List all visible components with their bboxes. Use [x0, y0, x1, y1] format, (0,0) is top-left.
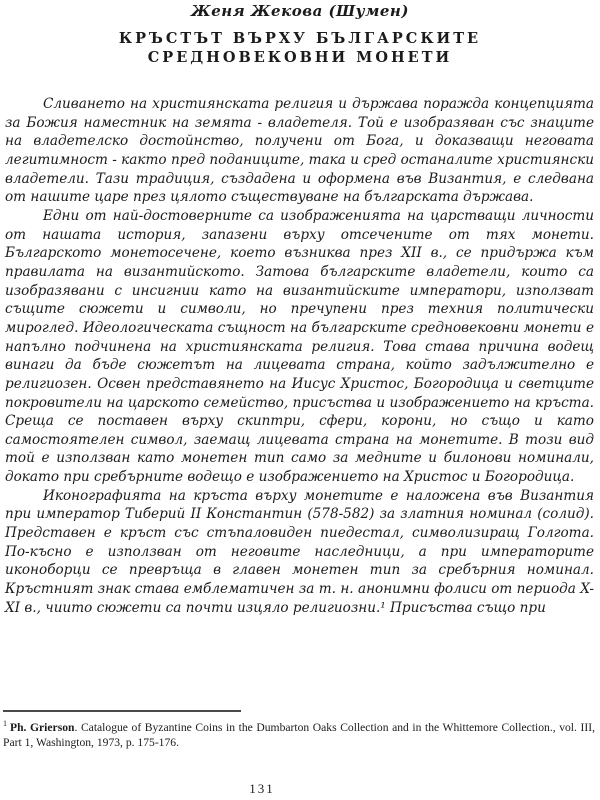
title-line-1: КРЪСТЪТ ВЪРХУ БЪЛГАРСКИТЕ — [118, 30, 482, 47]
page-number: 131 — [249, 781, 275, 796]
paragraph-3: Иконографията на кръста върху монетите е наложена във Византия при император Тиберий II Константин (578-582) за златния номинал (солид). Представен е кръст със стъпаловиден пиедестал, символизиращ Голгота. По-късно е използван от неговите наследници, а при императорите иконоборци се превръща в главен монетен тип за сребърния номинал. Кръстният знак става емблематичен за т. н. анонимни фолиси от периода X-XI в., чиито сюжети са почти изцяло религиозни.¹ Присъства също при — [5, 487, 594, 616]
footnote-author: Ph. Grierson — [10, 720, 75, 734]
footnote-marker: 1 — [3, 719, 7, 728]
paragraph-1: Сливането на християнската религия и държава поражда концепцията за Божия наместник на земята - владетеля. Той е изобразяван със знаците на владетелско достойнство, получени от Бога, и доказващи неговата легитимност - както пред поданиците, така и сред останалите християнски владетели. Тази традиция, създадена и оформена във Византия, е следвана от нашите царе през цялото съществуване на българската държава. — [5, 96, 594, 206]
footnote — [3, 717, 595, 750]
article-body — [5, 95, 594, 617]
paragraph-2: Едни от най-достоверните са изображенията на царстващи личности от нашата история, запазени върху отсечените от тях монети. Българското монетосечене, което възниква през XII в., се придържа към правилата на византийското. Затова българските владетели, които са изобразявани с инсигнии като на византийските императори, използват същите сюжети и символи, но пречупени през техния политически мироглед. Идеологическата същност на българските средновековни монети е напълно подчинена на християнската религия. Това става причина водещ винаги да бъде сюжетът на лицевата страна, който задължително е религиозен. Освен представянето на Иисус Христос, Богородица и светците покровители на царското семейство, присъства и изображението на кръста. Среща се поставен върху скиптри, сфери, корони, но също и като самостоятелен символ, заемащ лицевата страна на монетите. В този вид той е използван като монетен тип само за медните и билонови номинали, докато при сребърните водещо е изображението на Христос и Богородица. — [5, 207, 594, 486]
footnote-separator — [3, 710, 241, 712]
footnote-text: . Catalogue of Byzantine Coins in the Dumbarton Oaks Collection and in the Whittemore Collection., vol. III, Part 1, Washington, 1973, p. 175-176. — [3, 720, 595, 749]
title-line-2: СРЕДНОВЕКОВНИ МОНЕТИ — [147, 49, 453, 66]
author-line: Женя Жекова (Шумен) — [191, 2, 409, 20]
article-title — [0, 29, 600, 67]
